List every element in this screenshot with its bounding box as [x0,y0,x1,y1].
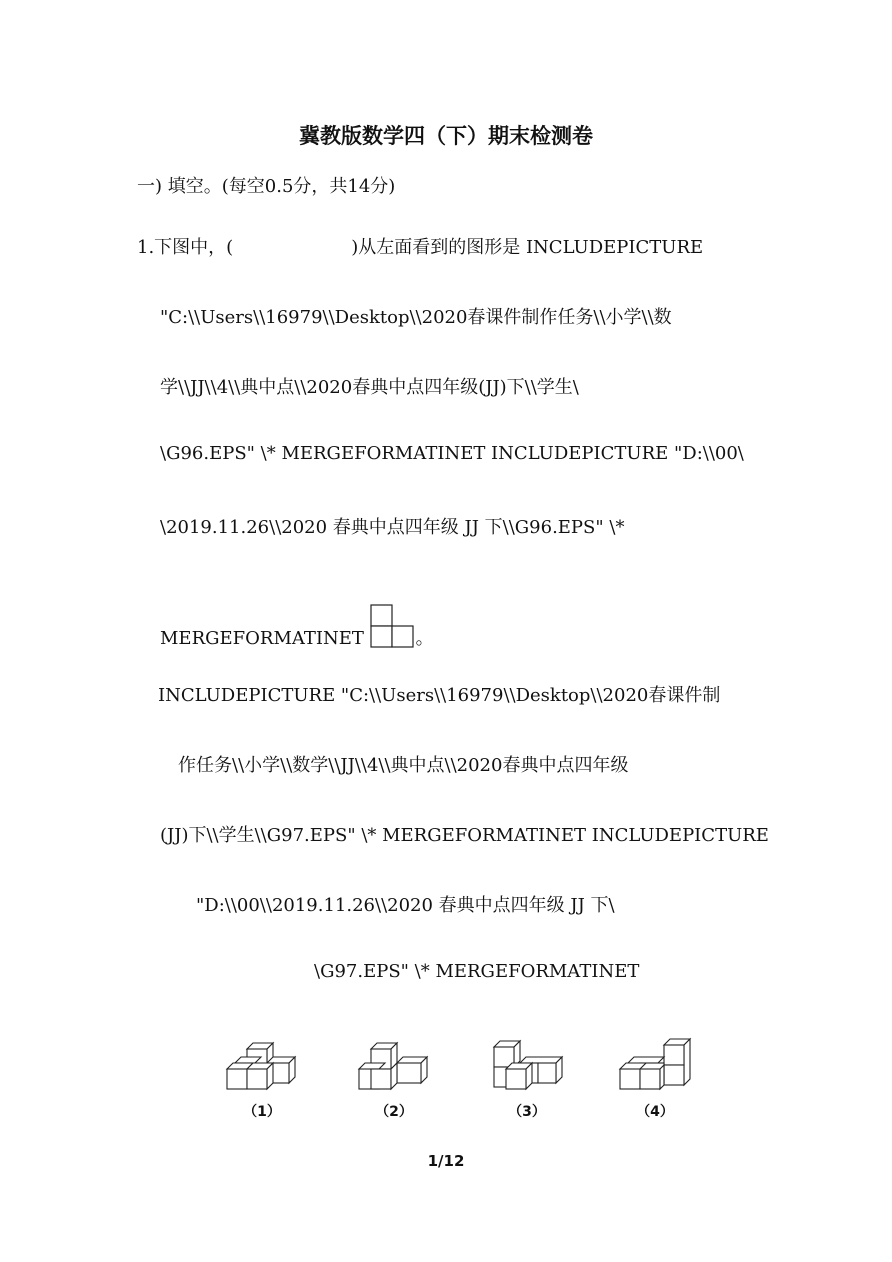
section-heading: 一) 填空。(每空0.5分，共14分) [137,176,396,197]
left-view-figure-icon [370,604,416,653]
page-number: 1/12 [427,1152,465,1170]
question-1-line-1 [137,233,703,259]
field-code-line: "C:\\Users\\16979\\Desktop\\2020春课件制作任务\\小学\\数 [160,307,672,328]
figure-label: （4） [636,1104,674,1120]
field-code-line: \G96.EPS" \* MERGEFORMATINET INCLUDEPICTURE "D:\\00\ [160,443,744,464]
figure-label: （3） [508,1104,546,1120]
cube-figures-row [0,1035,892,1125]
page-title: 冀教版数学四（下）期末检测卷 [299,124,593,148]
cube-figure-4 [618,1035,692,1120]
cube-figure-3 [490,1035,564,1120]
question-1-text-before: 1.下图中，( [137,237,234,258]
field-code-line: 学\\JJ\\4\\典中点\\2020春典中点四年级(JJ)下\\学生\ [160,377,579,398]
field-code-line: "D:\\00\\2019.11.26\\2020 春典中点四年级 JJ 下\ [196,895,615,916]
cube-stack-2-icon [357,1035,431,1095]
field-code-line: (JJ)下\\学生\\G97.EPS" \* MERGEFORMATINET INCLUDEPICTURE [160,825,769,846]
question-1-text-after: )从左面看到的图形是 INCLUDEPICTURE [351,237,704,258]
field-code-line-last [160,604,434,653]
figure-label: （1） [243,1104,281,1120]
field-code-line: \G97.EPS" \* MERGEFORMATINET [314,961,640,982]
cube-figure-2 [357,1035,431,1120]
field-code-line: INCLUDEPICTURE "C:\\Users\\16979\\Desktop\\2020春课件制 [158,685,721,706]
field-code-text: MERGEFORMATINET [160,628,364,649]
cube-stack-3-icon [490,1035,564,1095]
field-code-line: 作任务\\小学\\数学\\JJ\\4\\典中点\\2020春典中点四年级 [178,755,629,776]
figure-label: （2） [375,1104,413,1120]
cube-stack-1-icon [225,1035,299,1095]
cube-stack-4-icon [618,1035,692,1095]
period-mark: 。 [415,628,434,649]
field-code-line: \2019.11.26\\2020 春典中点四年级 JJ 下\\G96.EPS" \* [160,517,625,538]
cube-figure-1 [225,1035,299,1120]
